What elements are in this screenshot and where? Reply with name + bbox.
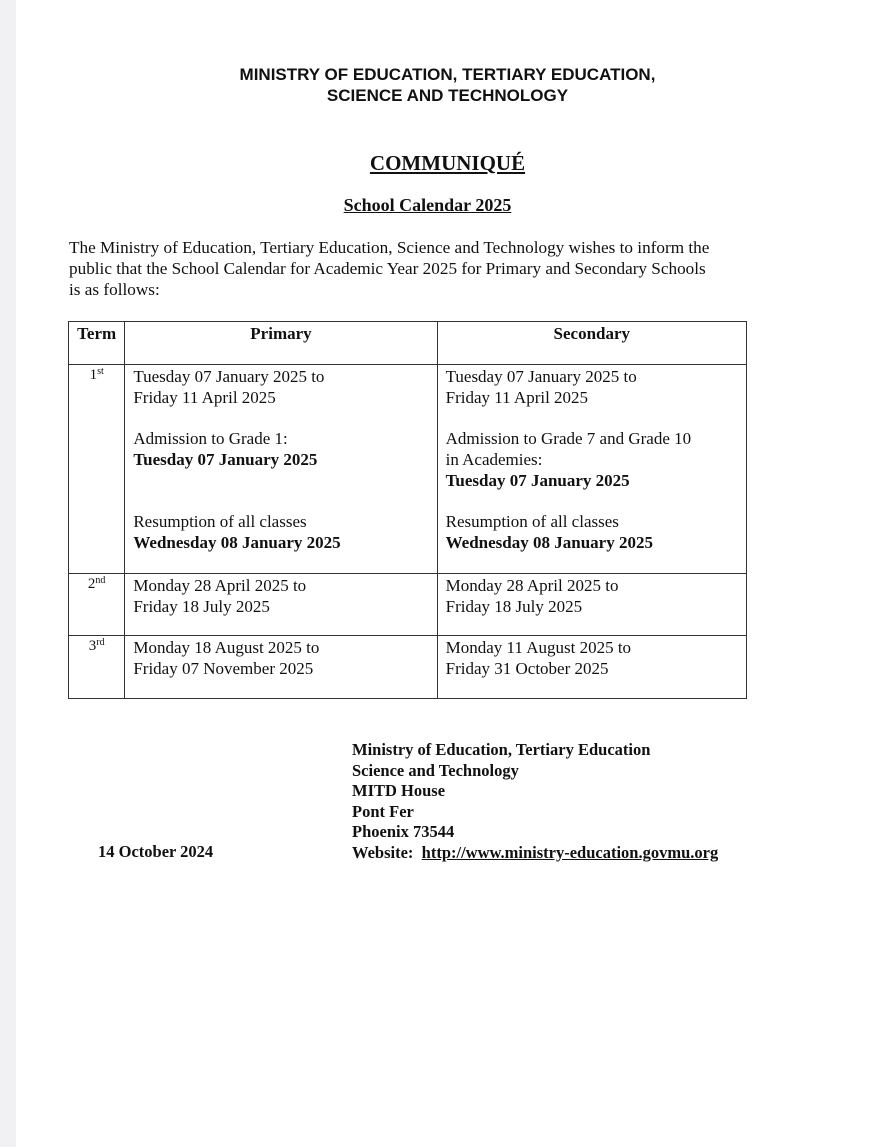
ministry-heading (16, 64, 879, 106)
term-cell (69, 636, 125, 699)
term-cell (69, 365, 125, 574)
document-title: COMMUNIQUÉ (369, 151, 526, 175)
communique-date: 14 October 2024 (98, 842, 214, 861)
table-row-term-3 (69, 636, 747, 699)
website-label: Website: (352, 842, 414, 862)
table-row-term-2 (69, 574, 747, 636)
signature-line: MITD House (352, 781, 446, 800)
secondary-dates: Friday 31 October 2025 (445, 659, 609, 678)
ministry-heading-line1: MINISTRY OF EDUCATION, TERTIARY EDUCATION, (239, 65, 656, 84)
intro-line: is as follows: (69, 280, 160, 299)
primary-cell (125, 365, 437, 574)
secondary-cell (437, 636, 746, 699)
primary-cell (125, 636, 437, 699)
table-row-term-1 (69, 365, 747, 574)
intro-line: public that the School Calendar for Academic Year 2025 for Primary and Secondary Schools (69, 259, 706, 278)
document-subtitle: School Calendar 2025 (343, 195, 512, 215)
secondary-admission-label: Admission to Grade 7 and Grade 10 (445, 429, 692, 448)
secondary-dates: Monday 11 August 2025 to (445, 638, 632, 657)
secondary-resumption-label: Resumption of all classes (445, 512, 619, 531)
secondary-dates: Monday 28 April 2025 to (445, 576, 619, 595)
website-link[interactable]: http://www.ministry-education.govmu.org (421, 842, 719, 862)
term-number: 2nd (87, 575, 106, 592)
intro-line: The Ministry of Education, Tertiary Education, Science and Technology wishes to inform the (69, 238, 710, 257)
primary-admission-date: Tuesday 07 January 2025 (133, 450, 318, 469)
primary-dates: Friday 11 April 2025 (133, 388, 276, 407)
secondary-cell (437, 365, 746, 574)
primary-cell (125, 574, 437, 636)
website-line (352, 843, 718, 864)
document-page (16, 0, 879, 1147)
secondary-admission-label: in Academies: (445, 450, 543, 469)
signature-line: Ministry of Education, Tertiary Education (352, 740, 651, 759)
secondary-admission-date: Tuesday 07 January 2025 (445, 471, 630, 490)
term-cell (69, 574, 125, 636)
primary-resumption-label: Resumption of all classes (133, 512, 307, 531)
primary-dates: Monday 28 April 2025 to (133, 576, 307, 595)
ministry-signature-block (352, 740, 718, 863)
secondary-resumption-date: Wednesday 08 January 2025 (445, 533, 653, 552)
header-term: Term (69, 322, 125, 365)
header-primary: Primary (125, 322, 437, 365)
header-secondary: Secondary (437, 322, 746, 365)
primary-dates: Monday 18 August 2025 to (133, 638, 320, 657)
signature-line: Phoenix 73544 (352, 822, 455, 841)
primary-dates: Tuesday 07 January 2025 to (133, 367, 325, 386)
secondary-dates: Tuesday 07 January 2025 to (445, 367, 637, 386)
primary-dates: Friday 07 November 2025 (133, 659, 314, 678)
secondary-cell (437, 574, 746, 636)
primary-resumption-date: Wednesday 08 January 2025 (133, 533, 341, 552)
ministry-heading-line2: SCIENCE AND TECHNOLOGY (326, 86, 569, 105)
table-header-row (69, 322, 747, 365)
term-number: 1st (89, 366, 104, 383)
secondary-dates: Friday 18 July 2025 (445, 597, 583, 616)
intro-paragraph (69, 237, 769, 300)
signature-line: Science and Technology (352, 760, 519, 780)
term-number: 3rd (88, 637, 105, 654)
secondary-dates: Friday 11 April 2025 (445, 388, 589, 407)
signature-line: Pont Fer (352, 801, 414, 821)
school-calendar-table (68, 321, 747, 699)
primary-dates: Friday 18 July 2025 (133, 597, 270, 616)
primary-admission-label: Admission to Grade 1: (133, 429, 288, 448)
